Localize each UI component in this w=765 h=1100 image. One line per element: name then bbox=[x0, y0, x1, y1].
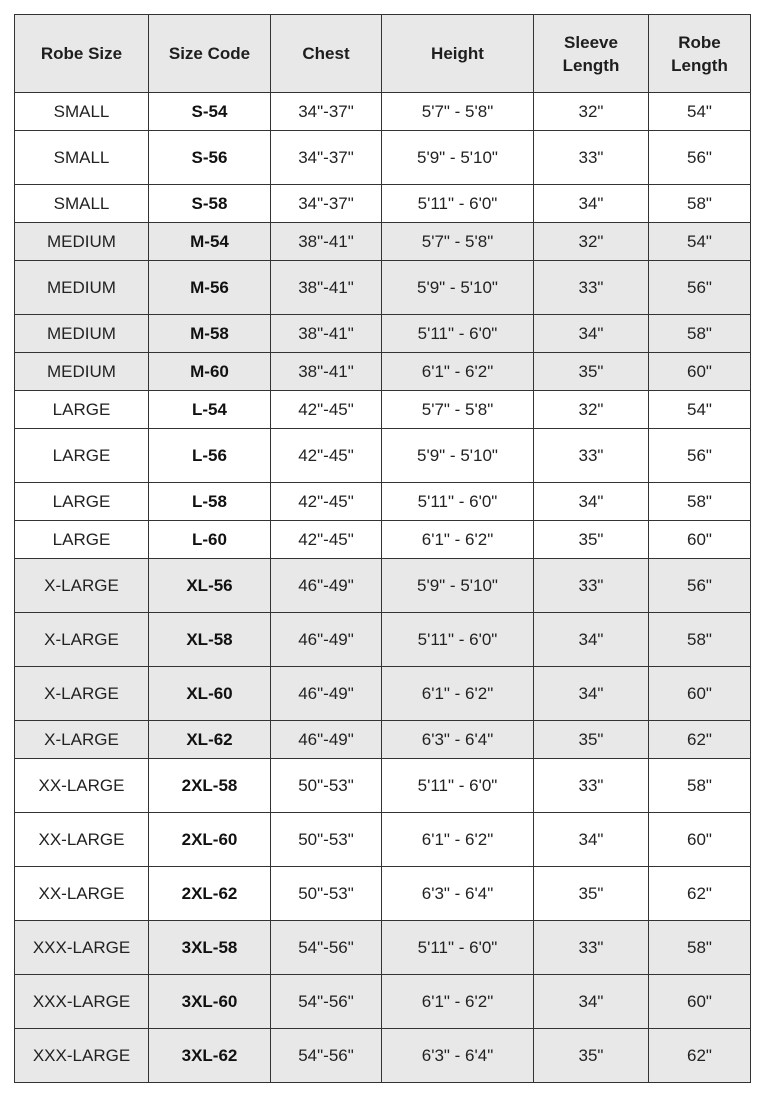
cell-sleeve-length: 35" bbox=[534, 521, 649, 559]
cell-chest: 34"-37" bbox=[271, 93, 382, 131]
cell-chest: 34"-37" bbox=[271, 131, 382, 185]
cell-sleeve-length: 34" bbox=[534, 483, 649, 521]
cell-robe-length: 62" bbox=[649, 721, 751, 759]
cell-chest: 46"-49" bbox=[271, 667, 382, 721]
cell-chest: 38"-41" bbox=[271, 223, 382, 261]
cell-size-code: 2XL-60 bbox=[149, 813, 271, 867]
cell-chest: 38"-41" bbox=[271, 353, 382, 391]
cell-height: 5'11" - 6'0" bbox=[382, 921, 534, 975]
cell-sleeve-length: 32" bbox=[534, 93, 649, 131]
table-row bbox=[15, 559, 751, 613]
cell-chest: 38"-41" bbox=[271, 315, 382, 353]
cell-chest: 46"-49" bbox=[271, 721, 382, 759]
header-robe-size: Robe Size bbox=[15, 15, 149, 93]
cell-sleeve-length: 34" bbox=[534, 185, 649, 223]
cell-robe-length: 58" bbox=[649, 483, 751, 521]
cell-size-code: 2XL-62 bbox=[149, 867, 271, 921]
header-height: Height bbox=[382, 15, 534, 93]
table-row bbox=[15, 483, 751, 521]
cell-sleeve-length: 35" bbox=[534, 867, 649, 921]
cell-robe-length: 58" bbox=[649, 315, 751, 353]
cell-size-code: L-60 bbox=[149, 521, 271, 559]
cell-size-code: XL-62 bbox=[149, 721, 271, 759]
cell-sleeve-length: 33" bbox=[534, 921, 649, 975]
cell-chest: 42"-45" bbox=[271, 483, 382, 521]
cell-robe-size: XXX-LARGE bbox=[15, 921, 149, 975]
cell-chest: 46"-49" bbox=[271, 559, 382, 613]
cell-height: 6'1" - 6'2" bbox=[382, 667, 534, 721]
table-row bbox=[15, 1029, 751, 1083]
cell-chest: 50"-53" bbox=[271, 759, 382, 813]
cell-robe-length: 60" bbox=[649, 667, 751, 721]
cell-robe-size: X-LARGE bbox=[15, 667, 149, 721]
cell-size-code: XL-56 bbox=[149, 559, 271, 613]
cell-chest: 54"-56" bbox=[271, 921, 382, 975]
cell-robe-length: 58" bbox=[649, 613, 751, 667]
cell-chest: 46"-49" bbox=[271, 613, 382, 667]
cell-robe-size: XX-LARGE bbox=[15, 813, 149, 867]
cell-sleeve-length: 34" bbox=[534, 813, 649, 867]
cell-robe-length: 62" bbox=[649, 867, 751, 921]
cell-robe-size: XX-LARGE bbox=[15, 867, 149, 921]
cell-height: 6'3" - 6'4" bbox=[382, 721, 534, 759]
cell-robe-size: LARGE bbox=[15, 391, 149, 429]
cell-robe-length: 56" bbox=[649, 131, 751, 185]
cell-sleeve-length: 32" bbox=[534, 223, 649, 261]
cell-height: 5'7" - 5'8" bbox=[382, 391, 534, 429]
cell-robe-size: MEDIUM bbox=[15, 353, 149, 391]
header-chest: Chest bbox=[271, 15, 382, 93]
cell-robe-length: 58" bbox=[649, 759, 751, 813]
cell-chest: 34"-37" bbox=[271, 185, 382, 223]
cell-height: 6'1" - 6'2" bbox=[382, 521, 534, 559]
cell-height: 5'11" - 6'0" bbox=[382, 759, 534, 813]
cell-size-code: 2XL-58 bbox=[149, 759, 271, 813]
cell-robe-size: MEDIUM bbox=[15, 223, 149, 261]
cell-robe-size: MEDIUM bbox=[15, 315, 149, 353]
cell-chest: 38"-41" bbox=[271, 261, 382, 315]
cell-robe-size: SMALL bbox=[15, 131, 149, 185]
cell-sleeve-length: 34" bbox=[534, 667, 649, 721]
cell-robe-size: X-LARGE bbox=[15, 559, 149, 613]
cell-robe-size: MEDIUM bbox=[15, 261, 149, 315]
table-row bbox=[15, 975, 751, 1029]
cell-sleeve-length: 34" bbox=[534, 315, 649, 353]
cell-size-code: L-56 bbox=[149, 429, 271, 483]
table-header bbox=[15, 15, 751, 93]
cell-robe-length: 58" bbox=[649, 921, 751, 975]
cell-size-code: 3XL-58 bbox=[149, 921, 271, 975]
cell-chest: 42"-45" bbox=[271, 429, 382, 483]
cell-size-code: XL-60 bbox=[149, 667, 271, 721]
cell-robe-length: 56" bbox=[649, 429, 751, 483]
cell-robe-length: 56" bbox=[649, 559, 751, 613]
cell-size-code: S-56 bbox=[149, 131, 271, 185]
robe-size-chart bbox=[14, 14, 751, 1083]
cell-height: 5'11" - 6'0" bbox=[382, 613, 534, 667]
cell-sleeve-length: 35" bbox=[534, 353, 649, 391]
cell-height: 5'7" - 5'8" bbox=[382, 223, 534, 261]
table-row bbox=[15, 867, 751, 921]
cell-chest: 50"-53" bbox=[271, 813, 382, 867]
table-row bbox=[15, 315, 751, 353]
cell-sleeve-length: 35" bbox=[534, 1029, 649, 1083]
table-row bbox=[15, 93, 751, 131]
cell-size-code: M-60 bbox=[149, 353, 271, 391]
header-sleeve-length: Sleeve Length bbox=[534, 15, 649, 93]
cell-robe-size: SMALL bbox=[15, 93, 149, 131]
cell-robe-size: X-LARGE bbox=[15, 613, 149, 667]
cell-robe-length: 58" bbox=[649, 185, 751, 223]
cell-robe-size: X-LARGE bbox=[15, 721, 149, 759]
cell-robe-size: XXX-LARGE bbox=[15, 1029, 149, 1083]
cell-sleeve-length: 32" bbox=[534, 391, 649, 429]
cell-size-code: 3XL-60 bbox=[149, 975, 271, 1029]
cell-robe-length: 60" bbox=[649, 975, 751, 1029]
cell-robe-length: 62" bbox=[649, 1029, 751, 1083]
cell-height: 6'1" - 6'2" bbox=[382, 353, 534, 391]
header-row bbox=[15, 15, 751, 93]
cell-size-code: M-56 bbox=[149, 261, 271, 315]
table-row bbox=[15, 813, 751, 867]
cell-height: 5'9" - 5'10" bbox=[382, 131, 534, 185]
cell-size-code: S-58 bbox=[149, 185, 271, 223]
cell-robe-size: LARGE bbox=[15, 521, 149, 559]
table-row bbox=[15, 521, 751, 559]
cell-robe-length: 60" bbox=[649, 353, 751, 391]
cell-height: 5'11" - 6'0" bbox=[382, 185, 534, 223]
table-row bbox=[15, 131, 751, 185]
cell-sleeve-length: 33" bbox=[534, 429, 649, 483]
table-row bbox=[15, 353, 751, 391]
cell-robe-size: XXX-LARGE bbox=[15, 975, 149, 1029]
table-row bbox=[15, 721, 751, 759]
cell-size-code: M-58 bbox=[149, 315, 271, 353]
table-row bbox=[15, 667, 751, 721]
cell-height: 5'11" - 6'0" bbox=[382, 483, 534, 521]
cell-height: 5'7" - 5'8" bbox=[382, 93, 534, 131]
table-row bbox=[15, 921, 751, 975]
cell-height: 5'9" - 5'10" bbox=[382, 429, 534, 483]
cell-robe-size: LARGE bbox=[15, 483, 149, 521]
cell-sleeve-length: 34" bbox=[534, 613, 649, 667]
table-row bbox=[15, 613, 751, 667]
cell-height: 5'9" - 5'10" bbox=[382, 559, 534, 613]
cell-robe-length: 60" bbox=[649, 813, 751, 867]
header-size-code: Size Code bbox=[149, 15, 271, 93]
cell-chest: 50"-53" bbox=[271, 867, 382, 921]
cell-chest: 42"-45" bbox=[271, 521, 382, 559]
cell-robe-length: 54" bbox=[649, 391, 751, 429]
cell-chest: 54"-56" bbox=[271, 1029, 382, 1083]
cell-size-code: L-58 bbox=[149, 483, 271, 521]
table-body bbox=[15, 93, 751, 1083]
cell-height: 5'11" - 6'0" bbox=[382, 315, 534, 353]
cell-height: 6'1" - 6'2" bbox=[382, 975, 534, 1029]
cell-robe-length: 54" bbox=[649, 223, 751, 261]
table-row bbox=[15, 261, 751, 315]
cell-chest: 54"-56" bbox=[271, 975, 382, 1029]
cell-sleeve-length: 33" bbox=[534, 559, 649, 613]
table-row bbox=[15, 429, 751, 483]
cell-size-code: XL-58 bbox=[149, 613, 271, 667]
header-robe-length: Robe Length bbox=[649, 15, 751, 93]
cell-robe-length: 54" bbox=[649, 93, 751, 131]
cell-height: 5'9" - 5'10" bbox=[382, 261, 534, 315]
cell-sleeve-length: 33" bbox=[534, 131, 649, 185]
cell-size-code: M-54 bbox=[149, 223, 271, 261]
table-row bbox=[15, 759, 751, 813]
cell-chest: 42"-45" bbox=[271, 391, 382, 429]
cell-sleeve-length: 33" bbox=[534, 759, 649, 813]
cell-height: 6'3" - 6'4" bbox=[382, 867, 534, 921]
table-row bbox=[15, 391, 751, 429]
cell-height: 6'1" - 6'2" bbox=[382, 813, 534, 867]
cell-robe-size: SMALL bbox=[15, 185, 149, 223]
cell-robe-size: XX-LARGE bbox=[15, 759, 149, 813]
table-row bbox=[15, 185, 751, 223]
cell-size-code: S-54 bbox=[149, 93, 271, 131]
cell-size-code: 3XL-62 bbox=[149, 1029, 271, 1083]
cell-robe-length: 56" bbox=[649, 261, 751, 315]
cell-height: 6'3" - 6'4" bbox=[382, 1029, 534, 1083]
cell-sleeve-length: 35" bbox=[534, 721, 649, 759]
table-row bbox=[15, 223, 751, 261]
cell-robe-length: 60" bbox=[649, 521, 751, 559]
cell-sleeve-length: 33" bbox=[534, 261, 649, 315]
cell-sleeve-length: 34" bbox=[534, 975, 649, 1029]
cell-robe-size: LARGE bbox=[15, 429, 149, 483]
cell-size-code: L-54 bbox=[149, 391, 271, 429]
